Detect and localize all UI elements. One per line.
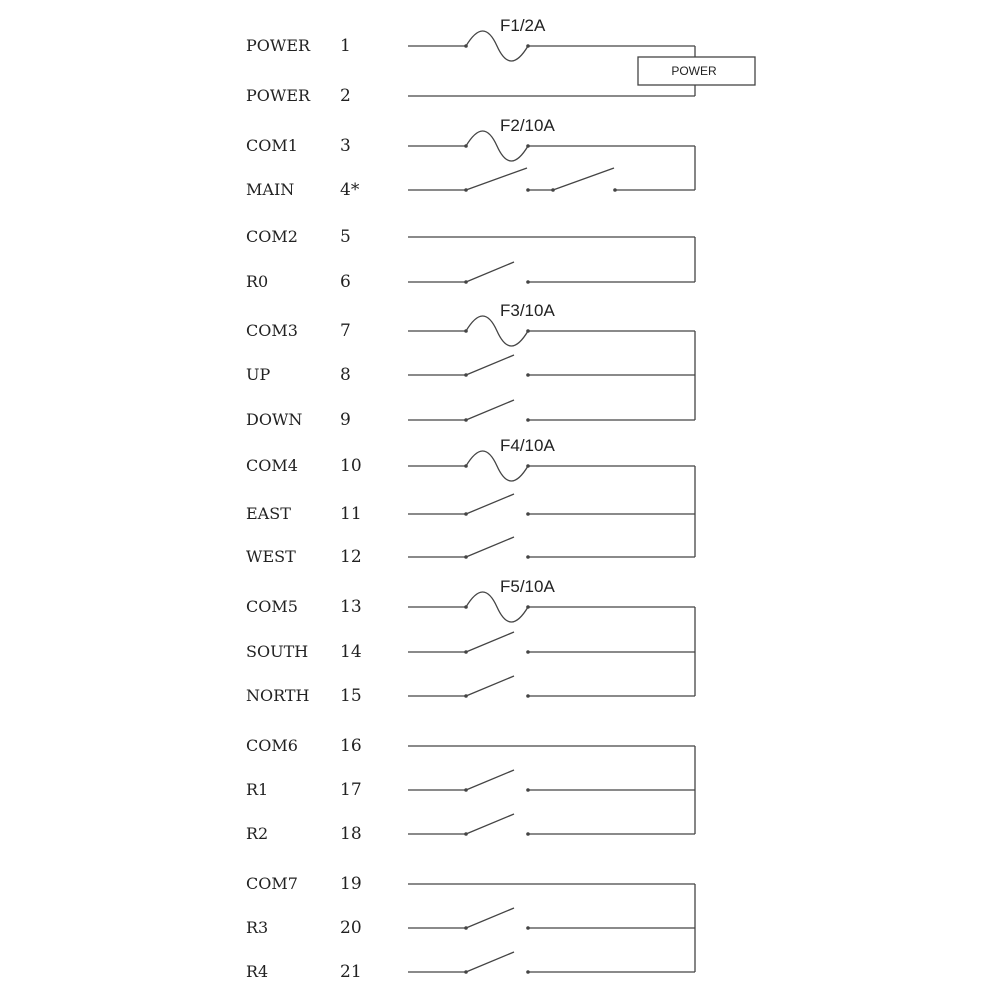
terminal-number: 1 — [340, 36, 351, 56]
terminal-label: MAIN — [246, 180, 295, 199]
fuse-symbol — [466, 31, 528, 61]
switch-blade — [466, 537, 514, 557]
terminal-label: EAST — [246, 504, 291, 523]
terminal-number: 5 — [340, 227, 351, 247]
terminal-number: 18 — [340, 824, 362, 844]
terminal-number: 6 — [340, 272, 351, 292]
switch-blade — [466, 770, 514, 790]
switch-blade — [466, 814, 514, 834]
terminal-number: 13 — [340, 597, 362, 617]
terminal-label: UP — [246, 365, 271, 384]
terminal-label: SOUTH — [246, 642, 309, 661]
fuse-symbol — [466, 592, 528, 622]
terminal-label: COM6 — [246, 736, 298, 755]
switch-blade — [466, 908, 514, 928]
wiring — [408, 44, 695, 974]
fuse-label: F5/10A — [500, 577, 555, 596]
terminal-label: COM1 — [246, 136, 298, 155]
terminal-label: POWER — [246, 86, 311, 105]
switch-blade — [466, 400, 514, 420]
fuse-label: F3/10A — [500, 301, 555, 320]
terminal-number: 4* — [340, 180, 360, 200]
switch-blade — [466, 676, 514, 696]
terminal-number: 15 — [340, 686, 362, 706]
fuse-symbol — [466, 316, 528, 346]
terminal-label: R2 — [246, 824, 269, 843]
terminal-number: 12 — [340, 547, 362, 567]
terminal-number: 21 — [340, 962, 362, 982]
terminal-label: COM4 — [246, 456, 298, 475]
terminal-number: 2 — [340, 86, 351, 106]
switch-blade — [466, 494, 514, 514]
terminal-label: R0 — [246, 272, 269, 291]
terminal-label: COM3 — [246, 321, 298, 340]
terminal-label: R1 — [246, 780, 269, 799]
terminal-label: R4 — [246, 962, 269, 981]
switch-blade — [466, 168, 527, 190]
terminal-label: POWER — [246, 36, 311, 55]
fuse-symbol — [466, 131, 528, 161]
terminal-number: 14 — [340, 642, 362, 662]
terminal-label: COM2 — [246, 227, 298, 246]
terminal-number: 16 — [340, 736, 362, 756]
terminal-number: 11 — [340, 504, 362, 524]
switch-blade — [466, 632, 514, 652]
terminal-number: 8 — [340, 365, 351, 385]
terminal-label: COM7 — [246, 874, 298, 893]
terminal-number: 9 — [340, 410, 351, 430]
terminal-number: 17 — [340, 780, 362, 800]
fuse-label: F2/10A — [500, 116, 555, 135]
terminal-label: COM5 — [246, 597, 298, 616]
switch-blade — [553, 168, 614, 190]
switch-blade — [466, 262, 514, 282]
switch-blade — [466, 355, 514, 375]
terminal-label: WEST — [246, 547, 296, 566]
terminal-label: NORTH — [246, 686, 310, 705]
terminal-number: 3 — [340, 136, 351, 156]
power-box-label: POWER — [671, 64, 717, 78]
terminal-number: 7 — [340, 321, 351, 341]
power-box — [638, 57, 755, 85]
terminal-labels — [246, 36, 362, 982]
terminal-number: 19 — [340, 874, 362, 894]
fuse-symbol — [466, 451, 528, 481]
terminal-number: 20 — [340, 918, 362, 938]
terminal-number: 10 — [340, 456, 362, 476]
fuses — [466, 16, 555, 622]
fuse-label: F1/2A — [500, 16, 546, 35]
terminal-label: R3 — [246, 918, 269, 937]
terminal-label: DOWN — [246, 410, 303, 429]
switch-blade — [466, 952, 514, 972]
fuse-label: F4/10A — [500, 436, 555, 455]
